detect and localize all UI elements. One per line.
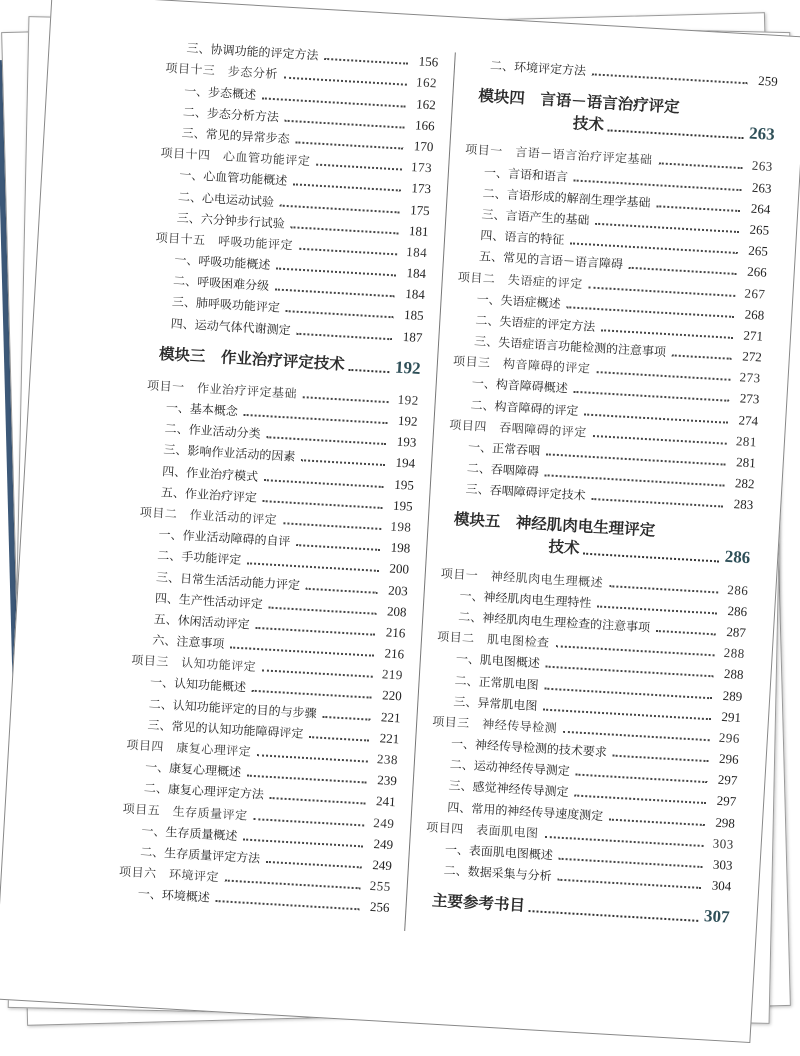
- page-number: 239: [376, 772, 398, 789]
- entry-title: 项目三 构音障碍的评定: [452, 354, 591, 376]
- page-number: 184: [406, 265, 427, 282]
- indent: [476, 129, 572, 135]
- entry-title: 项目四 康复心理评定: [126, 737, 252, 759]
- entry-title: 项目一 作业治疗评定基础: [146, 378, 298, 401]
- entry-title: 项目十四 心血管功能评定: [160, 145, 311, 169]
- page-number: 216: [384, 645, 405, 662]
- page-number: 303: [712, 856, 733, 873]
- entry-title: 二、环境评定方法: [489, 58, 587, 79]
- entry-title: 二、生存质量评定方法: [139, 844, 261, 866]
- page-number: 288: [723, 666, 744, 683]
- entry-title: 三、常见的异常步态: [181, 125, 290, 146]
- page-number: 303: [712, 835, 735, 852]
- page-number: 195: [392, 497, 414, 514]
- entry-title: 项目一 言语－语言治疗评定基础: [464, 142, 653, 168]
- entry-title: 四、语言的特征: [479, 228, 565, 248]
- dot-leader: [216, 900, 360, 910]
- page-number: 264: [750, 200, 771, 217]
- page-number: 216: [385, 624, 406, 641]
- dot-leader: [348, 368, 389, 372]
- entry-title: 项目三 认知功能评定: [130, 653, 257, 675]
- entry-title: 项目十五 呼吸功能评定: [155, 230, 294, 253]
- page-number: 286: [726, 581, 749, 598]
- page-number: 220: [381, 687, 403, 704]
- page-number: 296: [718, 750, 740, 767]
- page-number: 271: [743, 327, 764, 344]
- page-number: 259: [757, 73, 779, 90]
- page-number: 249: [373, 835, 394, 852]
- page-number: 307: [703, 906, 731, 927]
- entry-title: 一、康复心理概述: [144, 759, 242, 780]
- page-number: 249: [372, 856, 393, 874]
- page-number: 192: [394, 357, 422, 378]
- entry-title: 二、构音障碍的评定: [470, 397, 579, 418]
- entry-title: 三、常见的认知功能障碍评定: [147, 717, 304, 741]
- entry-title: 二、吞咽障碍: [466, 460, 540, 480]
- entry-title: 三、影响作业活动的因素: [163, 442, 296, 465]
- module-title: 主要参考书目: [431, 891, 526, 916]
- module-title: 模块五 神经肌肉电生理评定: [453, 510, 656, 541]
- page-number: 156: [418, 53, 439, 70]
- entry-title: 二、步态分析方法: [182, 104, 280, 125]
- entry-title: 三、异常肌电图: [453, 694, 538, 713]
- page-number: 162: [415, 95, 437, 112]
- module-heading[interactable]: [431, 890, 730, 929]
- page-number: 221: [379, 730, 400, 747]
- module-title: 模块三 作业治疗评定技术: [158, 344, 346, 374]
- entry-title: 五、作业治疗评定: [160, 484, 258, 505]
- toc-subitem[interactable]: [470, 51, 779, 90]
- dot-leader: [583, 553, 718, 563]
- page-number: 184: [405, 243, 428, 260]
- page-number: 283: [733, 496, 754, 513]
- page-number: 241: [375, 793, 397, 810]
- page-number: 203: [387, 581, 409, 599]
- entry-title: 二、正常肌电图: [454, 672, 539, 692]
- page-number: 265: [748, 242, 769, 259]
- entry-title: 三、言语产生的基础: [481, 207, 590, 228]
- entry-title: 三、感觉神经传导测定: [448, 778, 569, 800]
- page-number: 274: [738, 411, 759, 429]
- page-number: 268: [744, 306, 765, 323]
- entry-title: 三、六分钟步行试验: [176, 210, 286, 231]
- dot-leader: [306, 587, 378, 593]
- entry-title: 二、康复心理评定方法: [143, 781, 265, 802]
- page-number: 296: [718, 729, 741, 746]
- entry-title: 三、肺呼吸功能评定: [171, 294, 281, 316]
- dot-leader: [608, 129, 743, 139]
- entry-title: 项目五 生存质量评定: [122, 801, 248, 823]
- dot-leader: [528, 910, 697, 922]
- entry-title: 二、神经肌肉电生理检查的注意事项: [457, 609, 651, 635]
- entry-title: 四、生产性活动评定: [154, 590, 264, 611]
- page-number: 198: [390, 539, 411, 556]
- page-number: 297: [717, 771, 738, 789]
- entry-title: 一、构音障碍概述: [471, 376, 569, 396]
- page-number: 170: [413, 138, 434, 155]
- page-number: 286: [727, 602, 748, 619]
- module-heading[interactable]: [452, 509, 752, 570]
- entry-title: 三、日常生活活动能力评定: [155, 569, 301, 592]
- page-number: 185: [403, 307, 425, 324]
- page-number: 195: [393, 476, 415, 493]
- entry-title: 二、手功能评定: [156, 548, 242, 568]
- page-number: 291: [721, 708, 742, 725]
- module-title: 模块四 言语－语言治疗评定: [477, 87, 681, 117]
- page-number: 273: [739, 390, 760, 407]
- entry-title: 二、认知功能评定的目的与步骤: [148, 696, 317, 721]
- page-number: 297: [716, 793, 737, 810]
- dot-leader: [309, 736, 369, 741]
- entry-title: 一、肌电图概述: [455, 651, 541, 671]
- dot-leader: [656, 630, 716, 635]
- entry-title: 项目四 表面肌电图: [425, 819, 539, 841]
- entry-title: 六、注意事项: [152, 633, 225, 652]
- entry-title: 二、数据采集与分析: [443, 863, 552, 884]
- dot-leader: [557, 879, 701, 889]
- page-number: 263: [751, 179, 772, 196]
- entry-title: 一、基本概念: [165, 400, 239, 419]
- toc-left-column: [117, 34, 439, 917]
- module-heading[interactable]: [476, 85, 776, 146]
- entry-title: 一、环境概述: [137, 886, 211, 905]
- page-number: 281: [735, 433, 758, 450]
- page-number: 219: [381, 666, 404, 683]
- entry-title: 一、生存质量概述: [141, 823, 238, 843]
- page-number: 192: [397, 391, 420, 408]
- entry-title: 三、吞咽障碍评定技术: [465, 482, 586, 504]
- page-number: 256: [369, 899, 390, 916]
- page-number: 282: [734, 475, 755, 492]
- entry-title: 三、失语症语言功能检测的注意事项: [473, 334, 667, 360]
- entry-title: 一、正常吞咽: [467, 439, 541, 458]
- page-number: 200: [389, 560, 410, 577]
- entry-title: 一、神经肌肉电生理特性: [459, 588, 592, 610]
- page-number: 265: [749, 221, 770, 238]
- entry-title: 一、步态概述: [183, 83, 257, 102]
- entry-title: 一、神经传导检测的技术要求: [450, 736, 608, 760]
- entry-title: 项目三 神经传导检测: [431, 714, 558, 736]
- page-number: 181: [408, 222, 429, 239]
- page-number: 166: [414, 116, 436, 134]
- page-number: 263: [748, 123, 776, 145]
- entry-title: 项目十三 步态分析: [165, 61, 279, 82]
- page-number: 208: [386, 603, 407, 620]
- entry-title: 项目六 环境评定: [118, 864, 220, 885]
- entry-title: 项目四 吞咽障碍的评定: [449, 417, 588, 440]
- module-title-continued: 技术: [572, 114, 605, 135]
- page-number: 288: [723, 644, 746, 662]
- entry-title: 二、失语症的评定方法: [475, 312, 596, 334]
- entry-title: 二、言语形成的解剖生理学基础: [482, 185, 651, 210]
- page-number: 304: [711, 877, 732, 894]
- page-number: 281: [735, 454, 757, 471]
- dot-leader: [296, 332, 392, 340]
- entry-title: 一、心血管功能概述: [178, 168, 288, 189]
- entry-title: 一、表面肌电图概述: [444, 842, 554, 863]
- page-number: 193: [396, 433, 417, 450]
- page-number: 194: [395, 455, 416, 472]
- entry-title: 四、运动气体代谢测定: [170, 316, 292, 338]
- entry-title: 项目二 肌电图检查: [436, 629, 550, 650]
- dot-leader: [592, 73, 748, 84]
- dot-leader: [322, 715, 370, 720]
- page-number: 192: [397, 412, 418, 429]
- entry-title: 项目二 失语症的评定: [457, 269, 584, 291]
- entry-title: 一、言语和语言: [483, 164, 569, 184]
- entry-title: 一、认知功能概述: [149, 675, 247, 695]
- page-number: 198: [390, 518, 412, 535]
- page-number: 173: [410, 159, 433, 176]
- entry-title: 二、作业活动分类: [164, 421, 261, 442]
- entry-title: 一、作业活动障碍的自评: [158, 527, 291, 549]
- page-number: 266: [746, 263, 768, 281]
- page-number: 298: [715, 814, 736, 831]
- page-number: 267: [744, 284, 766, 302]
- page-number: 289: [722, 687, 743, 704]
- module-title-continued: 技术: [548, 537, 581, 558]
- entry-title: 五、休闲活动评定: [153, 611, 250, 632]
- page-number: 286: [724, 547, 751, 568]
- dot-leader: [672, 354, 732, 359]
- page-number: 184: [404, 286, 426, 303]
- entry-title: 二、呼吸困难分级: [172, 273, 270, 294]
- entry-title: 四、作业治疗模式: [161, 463, 259, 484]
- page-number: 255: [369, 878, 392, 895]
- page-number: 175: [409, 201, 431, 218]
- page-number: 273: [739, 369, 762, 386]
- entry-title: 项目一 神经肌肉电生理概述: [440, 566, 604, 590]
- entry-title: 二、心电运动试验: [177, 189, 275, 209]
- page-number: 221: [380, 708, 401, 725]
- toc-right-column: [421, 51, 779, 936]
- page-number: 287: [726, 623, 747, 641]
- entry-title: 一、呼吸功能概述: [174, 252, 271, 273]
- entry-title: 三、协调功能的评定方法: [186, 41, 319, 63]
- indent: [452, 552, 548, 558]
- page-number: 162: [415, 74, 438, 91]
- page-number: 272: [741, 348, 763, 365]
- dot-leader: [591, 498, 723, 508]
- entry-title: 一、失语症概述: [476, 291, 561, 311]
- entry-title: 四、常用的神经传导速度测定: [446, 799, 604, 823]
- page-number: 249: [372, 814, 395, 831]
- entry-title: 项目二 作业活动的评定: [139, 504, 278, 527]
- page-number: 238: [376, 751, 399, 768]
- entry-title: 二、运动神经传导测定: [449, 757, 571, 779]
- page-number: 173: [411, 180, 432, 197]
- entry-title: 五、常见的言语－语言障碍: [478, 249, 624, 272]
- page-number: 263: [751, 158, 774, 175]
- page-number: 187: [402, 328, 423, 345]
